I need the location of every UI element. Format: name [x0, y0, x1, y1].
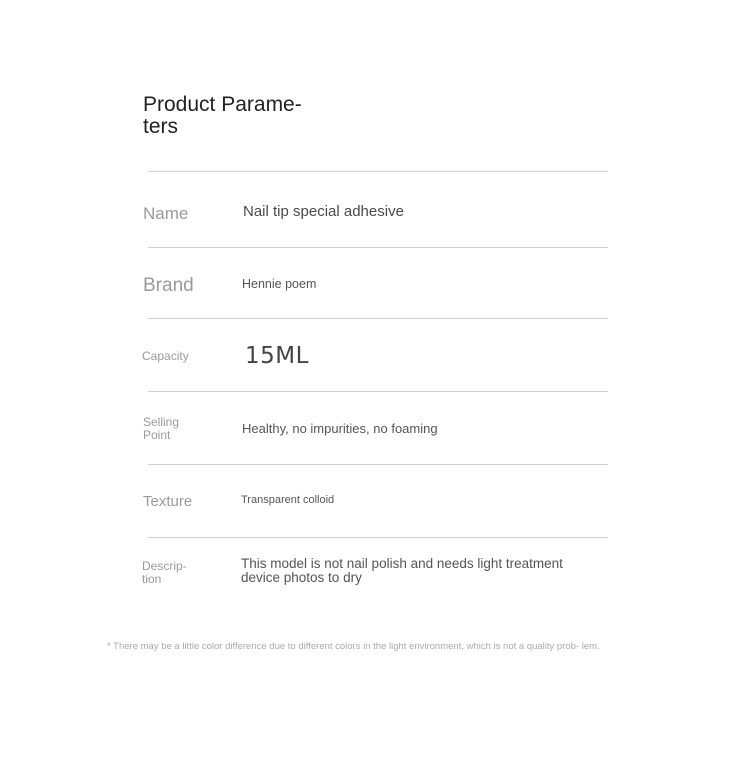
texture-label: Texture: [143, 493, 193, 510]
brand-label: Brand: [143, 275, 194, 296]
page-title: Product Parame- ters: [143, 93, 302, 138]
divider: [148, 247, 608, 248]
description-label: Descrip- tion: [142, 559, 187, 586]
description-value: This model is not nail polish and needs light treatment device photos to dry: [241, 556, 563, 585]
divider: [148, 171, 608, 172]
texture-value: Transparent colloid: [241, 494, 335, 506]
capacity-value: 15ML: [245, 343, 309, 369]
name-label: Name: [143, 204, 189, 223]
name-value: Nail tip special adhesive: [243, 203, 404, 220]
brand-value: Hennie poem: [242, 277, 317, 291]
selling-point-value: Healthy, no impurities, no foaming: [242, 421, 438, 436]
divider: [148, 318, 608, 319]
footnote: * There may be a little color difference due to different colors in the light environment, which is not a quality prob- lem.: [107, 641, 600, 652]
capacity-label: Capacity: [142, 349, 189, 363]
selling-point-label: Selling Point: [143, 415, 180, 442]
divider: [148, 391, 608, 392]
divider: [148, 537, 608, 538]
divider: [148, 464, 608, 465]
